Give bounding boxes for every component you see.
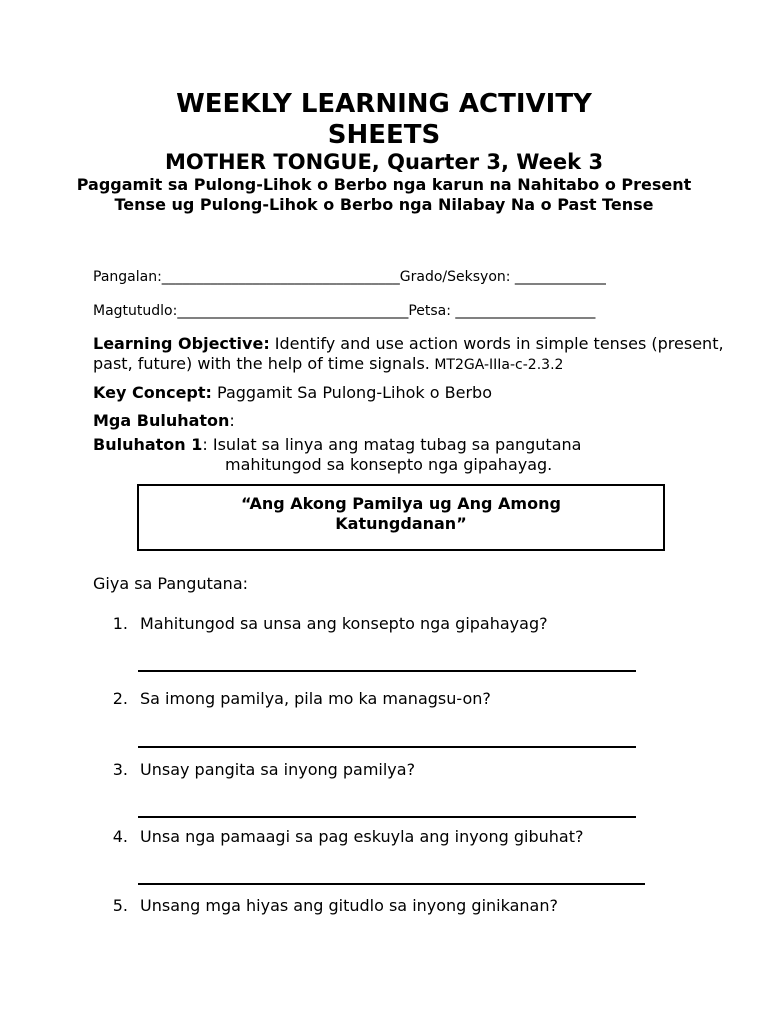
key-concept [93,383,733,403]
competency-code: MT2GA-IIIa-c-2.3.2 [429,357,564,373]
title-line-2: SHEETS [327,120,441,150]
question-number: 3. [112,760,128,779]
question-text: Unsang mga hiyas ang gitudlo sa inyong ginikanan? [140,896,558,915]
question-text: Sa imong pamilya, pila mo ka managsu-on? [140,689,491,708]
title-line-1: WEEKLY LEARNING ACTIVITY [176,89,592,119]
lesson-title: Paggamit sa Pulong-Lihok o Berbo nga karun na Nahitabo o Present Tense ug Pulong-Lihok o Berbo nga Nilabay Na o Past Tense [76,175,692,214]
guide-questions-label: Giya sa Pangutana: [93,574,249,593]
activities-label: Mga Buluhaton [93,411,230,430]
concept-box [137,484,665,551]
key-concept-label: Key Concept: [93,383,212,402]
concept-text [139,494,663,534]
answer-line-2[interactable] [138,746,636,748]
learning-objective [93,334,733,375]
question-number: 5. [112,896,128,915]
activity-1 [93,435,733,475]
subtitle: MOTHER TONGUE, Quarter 3, Week 3 [164,150,604,174]
answer-line-1[interactable] [138,670,636,672]
activities-colon: : [229,411,235,430]
activities-heading [93,411,733,431]
question-text: Unsa nga pamaagi sa pag eskuyla ang inyong gibuhat? [140,827,584,846]
question-text: Unsay pangita sa inyong pamilya? [140,760,416,779]
question-number: 1. [112,614,128,633]
learning-objective-label: Learning Objective: [93,334,270,353]
concept-text-line2: Katungdanan” [335,514,467,533]
teacher-date-field-row: Magtutudlo:_________________________________Petsa: ____________________ [93,303,596,319]
name-grade-field-row: Pangalan:__________________________________Grado/Seksyon: _____________ [93,269,606,285]
question-number: 4. [112,827,128,846]
question-number: 2. [112,689,128,708]
answer-line-4[interactable] [138,883,645,885]
answer-line-3[interactable] [138,816,636,818]
activity-1-label: Buluhaton 1 [93,435,203,454]
question-text: Mahitungod sa unsa ang konsepto nga gipahayag? [140,614,548,633]
activity-1-instruction-line2: mahitungod sa konsepto nga gipahayag. [225,455,553,474]
learning-objective-text: Identify and use action words in simple tenses (present, past, future) with the help of time signals. [93,334,724,373]
activity-1-instruction-line1: : Isulat sa linya ang matag tubag sa pangutana [202,435,582,454]
concept-text-line1: “Ang Akong Pamilya ug Ang Among [241,494,561,513]
key-concept-text: Paggamit Sa Pulong-Lihok o Berbo [211,383,492,402]
